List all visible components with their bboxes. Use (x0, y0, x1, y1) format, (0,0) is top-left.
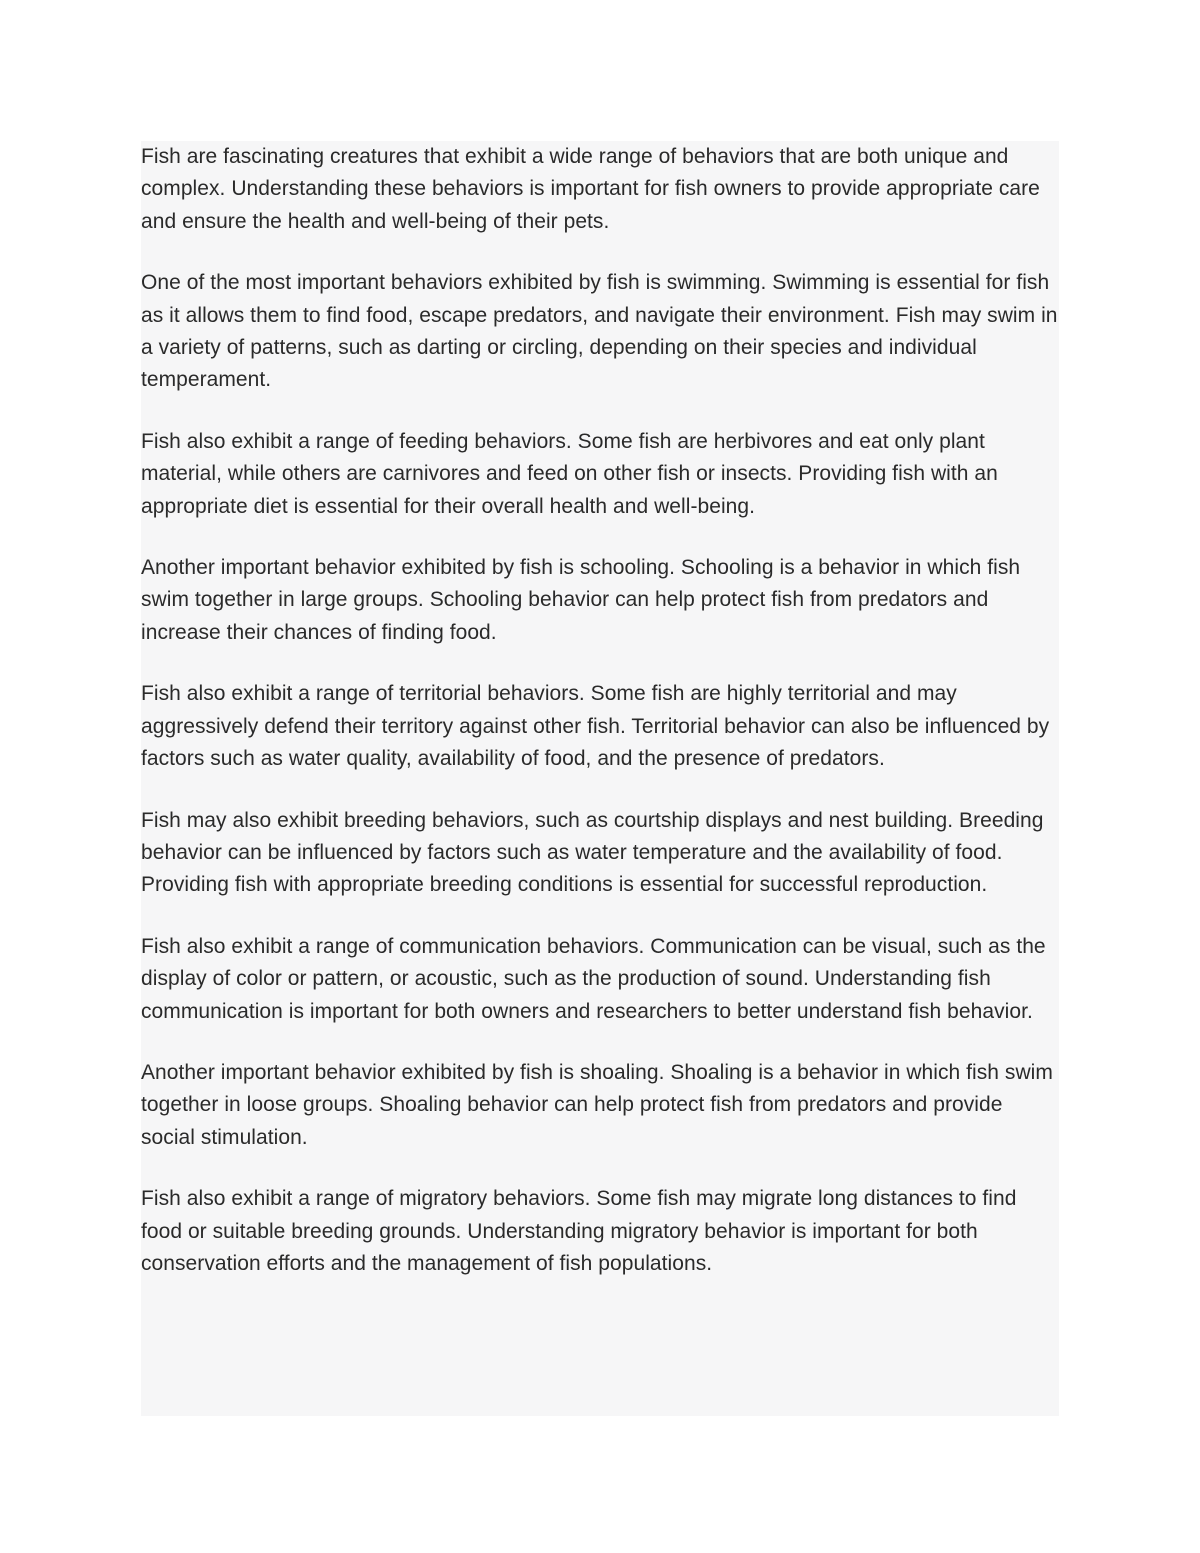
paragraph-territorial: Fish also exhibit a range of territorial behaviors. Some fish are highly territorial and may aggressively defend their territory against other fish. Territorial behavior can also be influenced by factors such as water quality, availability of food, and the presence of predators. (141, 682, 1050, 771)
paragraph-migratory: Fish also exhibit a range of migratory behaviors. Some fish may migrate long distances to find food or suitable breeding grounds. Understanding migratory behavior is important for both conservation efforts and the management of fish populations. (141, 1187, 1017, 1275)
paragraph-schooling: Another important behavior exhibited by fish is schooling. Schooling is a behavior in which fish swim together in large groups. Schooling behavior can help protect fish from predators and increase their chances of finding food. (141, 556, 1021, 644)
paragraph-breeding: Fish may also exhibit breeding behaviors, such as courtship displays and nest building. Breeding behavior can be influenced by factors such as water temperature and the availability of food. Providing fish with appropriate breeding conditions is essential for successful reproduction. (141, 808, 1044, 897)
paragraph-swimming: One of the most important behaviors exhibited by fish is swimming. Swimming is essential for fish as it allows them to find food, escape predators, and navigate their environment. Fish may swim in a variety of patterns, such as darting or circling, depending on their species and individual temperament. (141, 271, 1058, 392)
paragraph-feeding: Fish also exhibit a range of feeding behaviors. Some fish are herbivores and eat only plant material, while others are carnivores and feed on other fish or insects. Providing fish with an appropriate diet is essential for their overall health and well-being. (141, 429, 998, 518)
paragraph-intro: Fish are fascinating creatures that exhibit a wide range of behaviors that are both unique and complex. Understanding these behaviors is important for fish owners to provide appropriate care and ensure the health and well-being of their pets. (141, 145, 1040, 233)
paragraph-communication: Fish also exhibit a range of communication behaviors. Communication can be visual, such as the display of color or pattern, or acoustic, such as the production of sound. Understanding fish communication is important for both owners and researchers to better understand fish behavior. (141, 934, 1046, 1023)
paragraph-shoaling: Another important behavior exhibited by fish is shoaling. Shoaling is a behavior in which fish swim together in loose groups. Shoaling behavior can help protect fish from predators and provide social stimulation. (141, 1060, 1053, 1149)
document-text-block (141, 141, 1059, 1416)
